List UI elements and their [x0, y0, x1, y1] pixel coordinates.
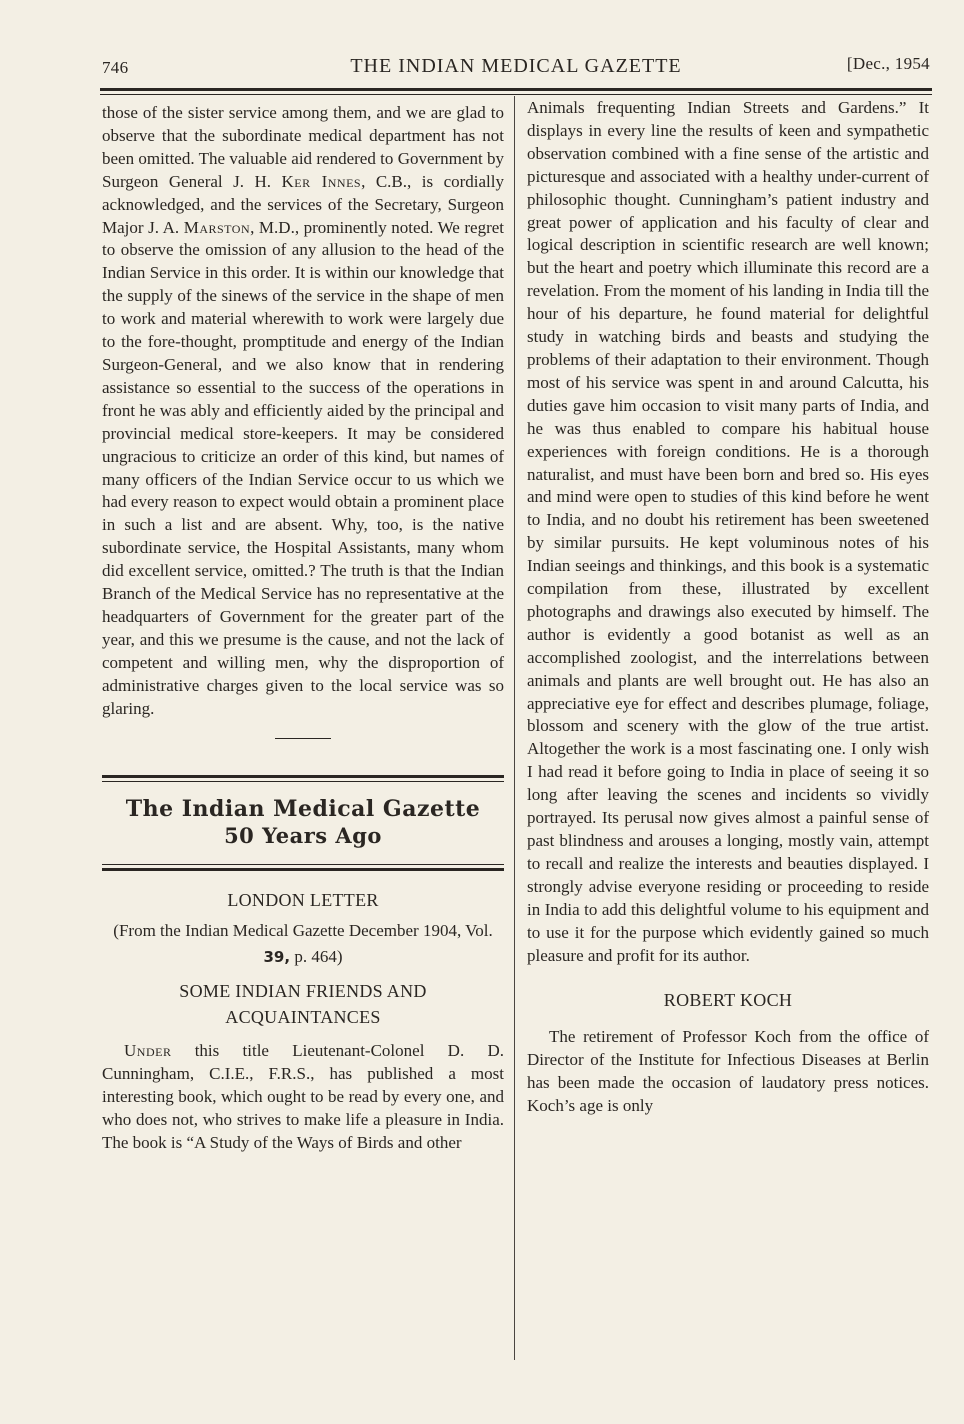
banner-rule-top: [102, 775, 504, 782]
article-heading: ROBERT KOCH: [663, 990, 793, 1011]
header-rule-thin: [100, 94, 932, 95]
right-column: [527, 97, 929, 1118]
article-heading: LONDON LETTER: [227, 890, 379, 911]
header-rule-thick: [100, 88, 932, 91]
editorial-paragraph: those of the sister service among them, and we are glad to observe that the subordinate medical department has not been omitted. The valuable aid rendered to Government by Surgeon General J. H. Ker Innes, C.B., is cordially acknowledged, and the services of the Secretary, Surgeon Major J. A. Marston, M.D., prominently noted. We regret to observe the omission of any allusion to the head of the Indian Service in this order. It is within our knowledge that the supply of the sinews of the service in the shape of men to work and material wherewith to work were largely due to the fore-thought, promptitude and energy of the Indian Surgeon-General, and we also know that in rendering assistance so essential to the success of the operations in front he was ably and efficiently aided by the principal and provincial medical store-keepers. It may be considered ungracious to criticize an order of this kind, but names of many officers of the Indian Service occur to us which we had every reason to expect would obtain a prominent place in such a list and are absent. Why, too, is the native subordinate service, the Hospital Assistants, many whom did excellent service, omitted.? The truth is that the Indian Branch of the Medical Service has no representative at the headquarters of Government for the greater part of the year, and this we presume is the cause, and not the lack of competent and willing men, why the disproportion of administrative charges given to the local service was so glaring.: [102, 103, 505, 718]
column-divider: [514, 96, 515, 1360]
page-number: 746: [102, 58, 129, 77]
person-name: Marston: [183, 217, 251, 237]
banner-subtitle: 50 Years Ago: [224, 823, 382, 849]
volume-number: 39,: [263, 948, 291, 967]
person-name: Ker Innes: [281, 171, 362, 191]
article-paragraph: Animals frequenting Indian Streets and Gardens.” It displays in every line the results of keen and sympathetic observation combined with a fine sense of the artistic and picturesque and associated with a healthy under-current of philosophic thought. Cunningham’s patient industry and great power of application and his faculty of clear and logical description in scientific research are well known; but the heart and poetry which illuminate this record are a revelation. From the moment of his landing in India till the hour of his departure, he found material for delightful study in watching birds and beasts and studying the problems of their adaptation to their environment. Though most of his service was spent in and around Calcutta, his duties gave him occasion to visit many parts of India, and he was thus enabled to compare his habitual house experiences with foreign conditions. He is a thorough naturalist, and must have been born and bred so. His eyes and mind were open to studies of this kind before he went to India, and no doubt his retirement has been sweetened by similar pursuits. He kept voluminous notes of his Indian seeings and thinkings, and this book is a systematic compilation from these, illustrated by excellent photographs and drawings also executed by himself. The author is evidently a good botanist as well as an accomplished zoologist, and the interrelations between animals and plants are well brought out. He has also an appreciative eye for effect and describes plumage, foliage, blossom and scenery with the glow of the true artist. Altogether the work is a most fascinating one. I only wish I had read it before going to India in place of seeing it so long after leaving the scenes and incidents so vividly portrayed. Its perusal now gives almost a painful sense of past blindness and arouses a longing, mostly vain, attempt to recall and realize the interests and beauties displayed. I strongly advise everyone residing or proceeding to reside in India to add this delightful volume to his equipment and to use it for the purpose which evidently gained so much pleasure and profit for its author.: [527, 98, 929, 965]
left-column: [102, 102, 504, 1155]
banner-title: The Indian Medical Gazette: [125, 796, 481, 823]
article-source: (From the Indian Medical Gazette December 1904, Vol. 39, p. 464): [113, 921, 493, 967]
journal-title: THE INDIAN MEDICAL GAZETTE: [350, 55, 682, 77]
banner-rule-bottom: [102, 864, 504, 871]
page-header: [100, 52, 932, 82]
section-divider: [275, 738, 331, 739]
article-paragraph: The retirement of Professor Koch from the office of Director of the Institute for Infectious Diseases at Berlin has been made the occasion of laudatory press notices. Koch’s age is only: [527, 1027, 929, 1116]
lead-word: Under: [124, 1041, 172, 1061]
issue-date: [Dec., 1954: [846, 54, 930, 73]
article-paragraph: Under this title Lieutenant-Colonel D. D. Cunningham, C.I.E., F.R.S., has published a most interesting book, which ought to be read by every one, and who does not, who strives to make life a pleasure in India. The book is “A Study of the Ways of Birds and other: [102, 1041, 504, 1152]
article-subheading: SOME INDIAN FRIENDS AND ACQUAINTANCES: [179, 981, 427, 1028]
section-banner: [102, 775, 504, 871]
